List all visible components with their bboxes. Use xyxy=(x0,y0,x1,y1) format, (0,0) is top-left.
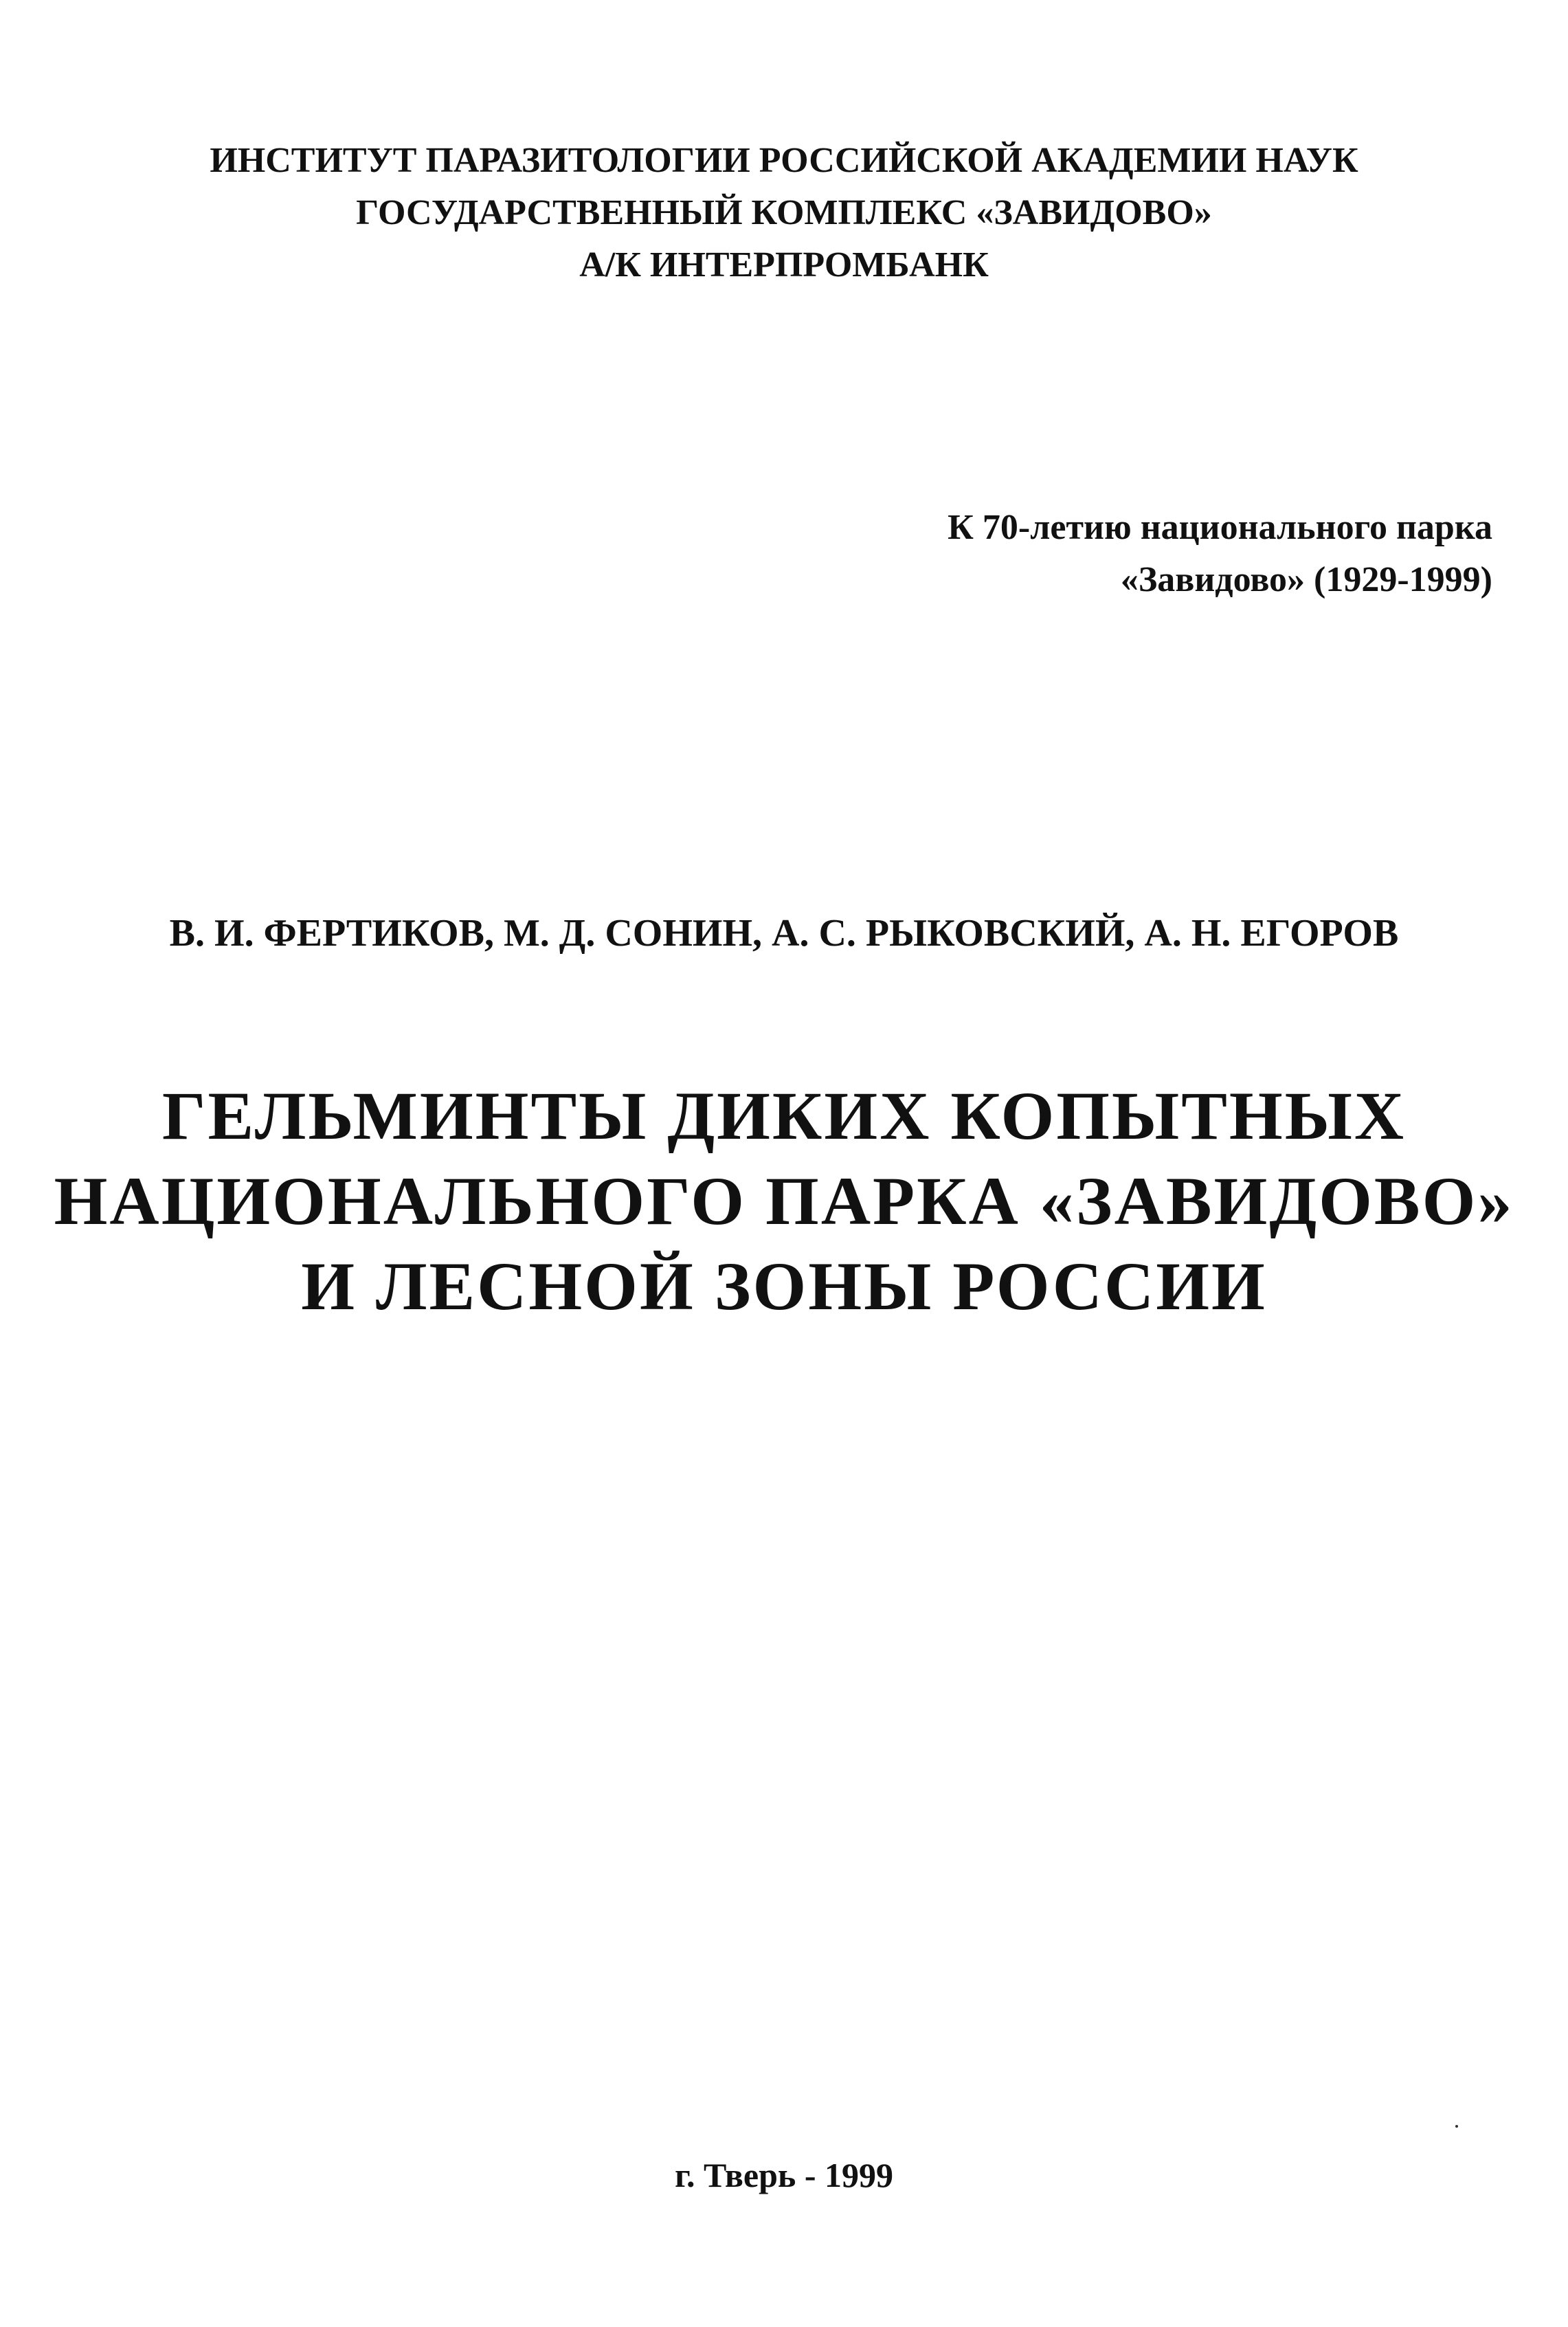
book-title xyxy=(0,1073,1568,1329)
institution-line: ИНСТИТУТ ПАРАЗИТОЛОГИИ РОССИЙСКОЙ АКАДЕМИИ НАУК xyxy=(210,141,1358,180)
title-line: И ЛЕСНОЙ ЗОНЫ РОССИИ xyxy=(301,1248,1267,1324)
institution-line: ГОСУДАРСТВЕННЫЙ КОМПЛЕКС «ЗАВИДОВО» xyxy=(356,193,1212,232)
scan-speck xyxy=(1455,2125,1458,2128)
title-line: НАЦИОНАЛЬНОГО ПАРКА «ЗАВИДОВО» xyxy=(54,1163,1514,1239)
dedication-line: К 70-летию национального парка xyxy=(948,508,1492,547)
authors: В. И. ФЕРТИКОВ, М. Д. СОНИН, А. С. РЫКОВСКИЙ, А. Н. ЕГОРОВ xyxy=(169,912,1399,955)
dedication-line: «Завидово» (1929-1999) xyxy=(1120,560,1492,599)
title-line: ГЕЛЬМИНТЫ ДИКИХ КОПЫТНЫХ xyxy=(161,1078,1407,1154)
dedication xyxy=(948,502,1492,606)
imprint: г. Тверь - 1999 xyxy=(674,2156,894,2194)
institution-line: А/К ИНТЕРПРОМБАНК xyxy=(579,245,989,285)
institutions-header xyxy=(0,135,1568,291)
